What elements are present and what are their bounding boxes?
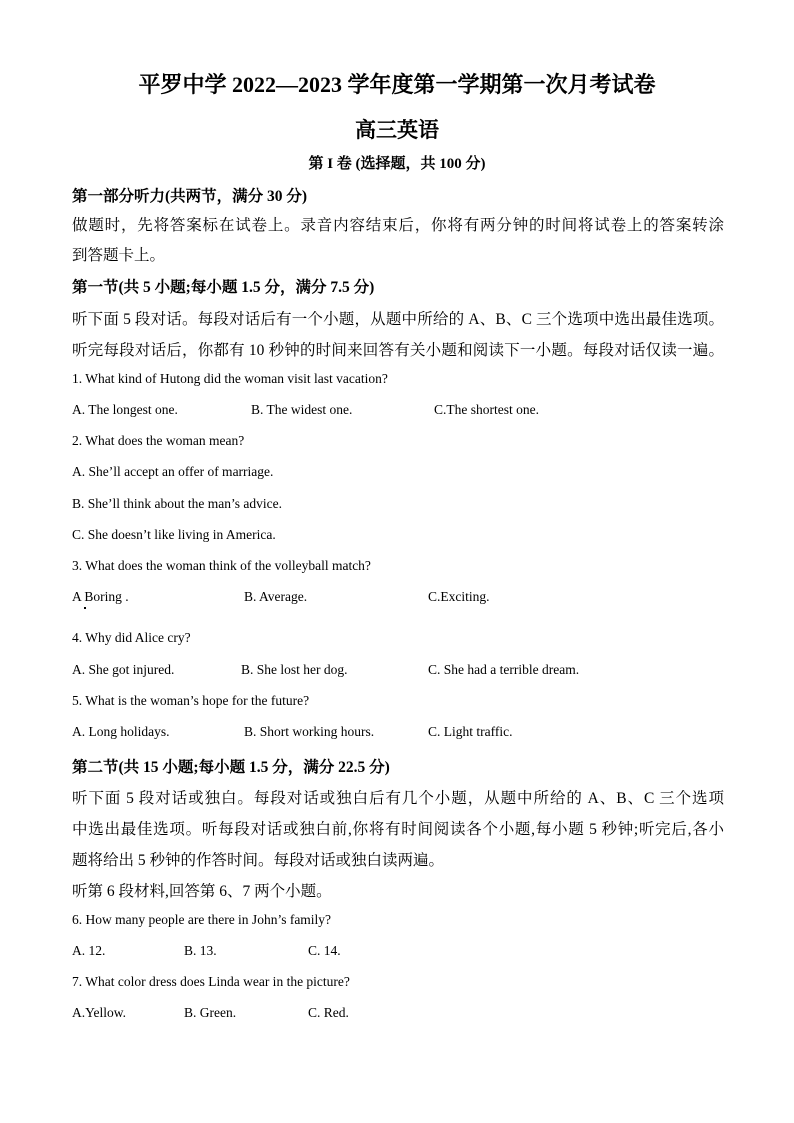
q2-option-a: A. She’ll accept an offer of marriage. [72,464,274,479]
q6-option-a: A. 12. [72,943,106,958]
q4-option-c: C. She had a terrible dream. [428,662,580,677]
q4-option-b: B. She lost her dog. [241,662,348,677]
q5-option-b: B. Short working hours. [244,724,375,739]
q1-option-b: B. The widest one. [251,402,353,417]
q3-option-b: B. Average. [244,589,308,604]
section1-instruction-line2: 听完每段对话后，你都有 10 秒钟的时间来回答有关小题和阅读下一小题。每段对话仅读一遍。 [72,342,724,359]
question-3: 3. What does the woman think of the volleyball match? [72,558,371,573]
section1-heading: 第一节(共 5 小题;每小题 1.5 分，满分 7.5 分) [72,279,375,296]
question-7: 7. What color dress does Linda wear in the picture? [72,974,350,989]
q4-option-a: A. She got injured. [72,662,175,677]
subject-title: 高三英语 [355,118,439,142]
q2-option-b: B. She’ll think about the man’s advice. [72,496,282,511]
q1-option-a: A. The longest one. [72,402,178,417]
exam-title: 平罗中学 2022—2023 学年度第一学期第一次月考试卷 [138,72,656,97]
part1-instruction-line1: 做题时，先将答案标在试卷上。录音内容结束后，你将有两分钟的时间将试卷上的答案转涂 [72,217,724,234]
q1-option-c: C.The shortest one. [434,402,539,417]
q6-option-b: B. 13. [184,943,217,958]
question-4: 4. Why did Alice cry? [72,630,191,645]
q2-option-c: C. She doesn’t like living in America. [72,527,276,542]
stray-dot [84,607,86,609]
q3-option-a: A Boring . [72,589,129,604]
question-6: 6. How many people are there in John’s family? [72,912,332,927]
question-5: 5. What is the woman’s hope for the future? [72,693,310,708]
part1-heading: 第一部分听力(共两节，满分 30 分) [72,188,308,205]
section2-instruction-line1: 听下面 5 段对话或独白。每段对话或独白后有几个小题，从题中所给的 A、B、C 三个选项 [72,790,724,807]
volume-title: 第 I 卷 (选择题，共 100 分) [308,156,486,172]
q7-option-c: C. Red. [308,1005,349,1020]
q5-option-a: A. Long holidays. [72,724,170,739]
q6-option-c: C. 14. [308,943,341,958]
section2-instruction-line3: 题将给出 5 秒钟的作答时间。每段对话或独白读两遍。 [72,852,445,869]
question-1: 1. What kind of Hutong did the woman visit last vacation? [72,371,388,386]
q3-option-c: C.Exciting. [428,589,490,604]
part1-instruction-line2: 到答题卡上。 [72,247,166,264]
q7-option-b: B. Green. [184,1005,237,1020]
material-6-instruction: 听第 6 段材料,回答第 6、7 两个小题。 [72,883,332,900]
section2-heading: 第二节(共 15 小题;每小题 1.5 分，满分 22.5 分) [72,759,390,776]
question-2: 2. What does the woman mean? [72,433,245,448]
section1-instruction-line1: 听下面 5 段对话。每段对话后有一个小题，从题中所给的 A、B、C 三个选项中选出最佳选项。 [72,311,724,328]
q5-option-c: C. Light traffic. [428,724,513,739]
q7-option-a: A.Yellow. [72,1005,127,1020]
section2-instruction-line2: 中选出最佳选项。听每段对话或独白前,你将有时间阅读各个小题,每小题 5 秒钟;听完后,各小 [72,821,724,838]
